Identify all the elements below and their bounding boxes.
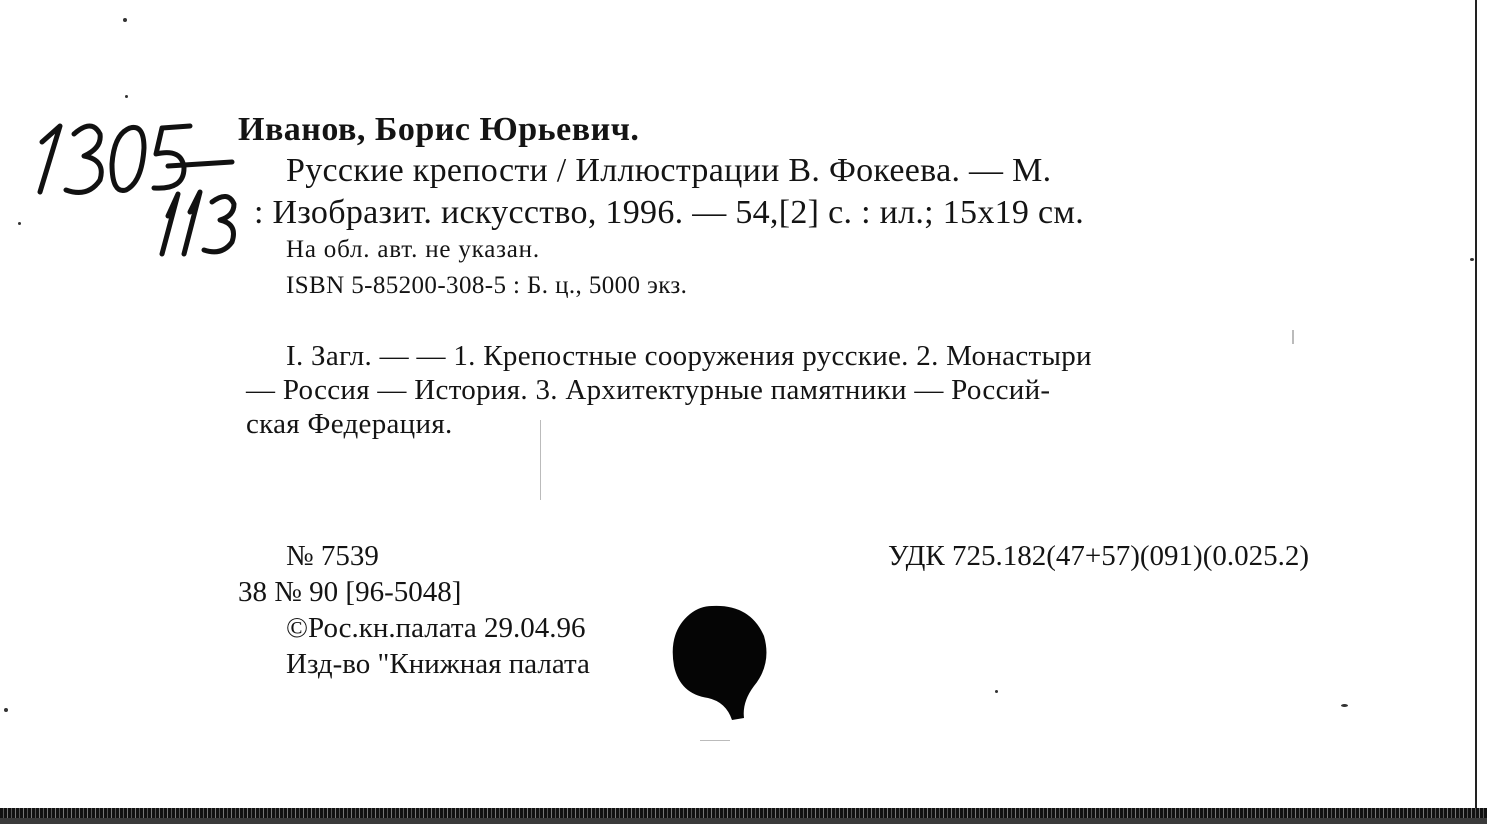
author-heading: Иванов, Борис Юрьевич. bbox=[238, 111, 640, 148]
dust-speck bbox=[1470, 258, 1474, 261]
order-number: 38 № 90 [96-5048] bbox=[238, 576, 462, 608]
copyright-line: ©Рос.кн.палата 29.04.96 bbox=[286, 612, 586, 644]
scan-mark bbox=[700, 740, 730, 741]
card-border-bottom bbox=[0, 808, 1487, 818]
note-line: На обл. авт. не указан. bbox=[286, 236, 540, 263]
isbn-line: ISBN 5-85200-308-5 : Б. ц., 5000 экз. bbox=[286, 272, 688, 299]
subject-line-1: I. Загл. — — 1. Крепостные сооружения русские. 2. Монастыри bbox=[286, 340, 1092, 372]
card-border-bottom-shadow bbox=[0, 818, 1487, 824]
subject-line-2: — Россия — История. 3. Архитектурные памятники — Россий- bbox=[246, 374, 1051, 406]
udk-classification: УДК 725.182(47+57)(091)(0.025.2) bbox=[888, 540, 1310, 572]
dust-speck bbox=[18, 222, 21, 225]
scan-mark bbox=[540, 420, 541, 500]
card-border-right bbox=[1475, 0, 1477, 812]
dust-speck bbox=[123, 18, 127, 22]
title-statement: Русские крепости / Иллюстрации В. Фокеева. — М. bbox=[286, 152, 1052, 189]
card-number: № 7539 bbox=[286, 540, 379, 572]
dust-speck bbox=[1341, 704, 1348, 707]
publisher-line: Изд-во "Книжная палата bbox=[286, 648, 590, 680]
imprint-statement: : Изобразит. искусство, 1996. — 54,[2] с. : ил.; 15x19 см. bbox=[254, 194, 1085, 231]
dust-speck bbox=[995, 690, 998, 693]
dust-speck bbox=[4, 708, 8, 712]
dust-speck bbox=[125, 95, 128, 98]
scan-mark bbox=[1292, 330, 1294, 344]
handwritten-shelf-mark bbox=[22, 104, 252, 264]
ink-blot bbox=[660, 602, 770, 722]
subject-line-3: ская Федерация. bbox=[246, 408, 453, 440]
